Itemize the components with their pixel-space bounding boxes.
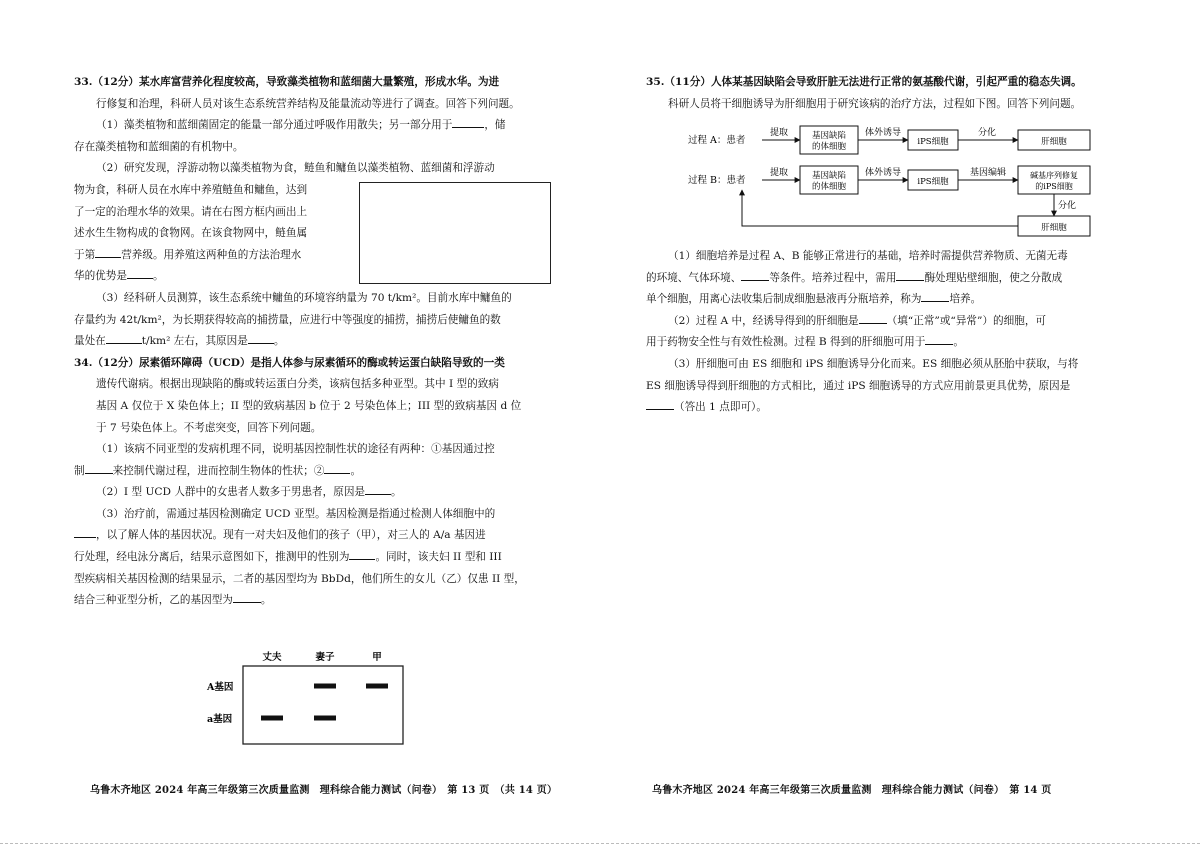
answer-blank[interactable] — [365, 482, 391, 495]
svg-text:基因缺陷: 基因缺陷 — [811, 131, 847, 141]
svg-text:体外诱导: 体外诱导 — [865, 168, 902, 178]
svg-text:提取: 提取 — [770, 168, 789, 178]
q35-part3: （3）肝细胞可由 ES 细胞和 iPS 细胞诱导分化而来。ES 细胞必须从胚胎中获取，与将 — [668, 357, 1079, 370]
svg-text:分化: 分化 — [1058, 201, 1077, 211]
footer-page-13: 乌鲁木齐地区 2024 年高三年级第三次质量监测 理科综合能力测试（问卷） 第 13 页 （共 14 页） — [90, 785, 558, 796]
answer-blank[interactable] — [248, 331, 274, 344]
q35-parts: （1）细胞培养是过程 A、B 能够正常进行的基础，培养时需提供营养物质、无菌无毒 的环境、气体环境、 等条件。培养过程中，需用 酶处理贴壁细胞，使之分散成 单个细胞，用离心法收集后制成细胞悬液再分瓶培养，称为 培养。 （2）过程 A 中，经诱导得到的肝细胞是 （填“正常”或“异常”）的细胞，可 用于药物安全性与有效性检测。过程 B 得到的肝细胞可用于 。 （3）肝细胞可由 ES 细胞和 iPS 细胞诱导分化而来。ES 细胞必须从胚胎中获取，与将 ES 细胞诱导得到肝细胞的方式相比，通过 iPS 细胞诱导的方式应用前景更具优势，原因是 （答出 1 点即可）。 — [646, 246, 1122, 419]
gel-band — [314, 716, 336, 721]
right-page: 35.（11分）人体某基因缺陷会导致肝脏无法进行正常的氨基酸代谢，引起严重的稳态失调。 科研人员将干细胞诱导为肝细胞用于研究该病的治疗方法，过程如下图。回答下列问题。 — [646, 72, 1122, 115]
answer-blank[interactable] — [85, 461, 113, 474]
q34-part3: （3）治疗前，需通过基因检测确定 UCD 亚型。基因检测是指通过检测人体细胞中的 — [96, 507, 496, 520]
q34-stem: 34.（12分）尿素循环障碍（UCD）是指人体参与尿素循环的酶或转运蛋白缺陷导致的一类 — [74, 356, 505, 369]
answer-blank[interactable] — [324, 461, 350, 474]
gel-band — [261, 716, 283, 721]
answer-blank[interactable] — [452, 115, 484, 128]
process-a-label: 过程 A：患者 — [688, 135, 746, 146]
answer-blank[interactable] — [741, 268, 769, 281]
gel-column-label: 甲 — [372, 652, 382, 663]
q33-part3: （3）经科研人员测算，该生态系统中鳙鱼的环境容纳量为 70 t/km²。目前水库中鳙鱼的 — [96, 291, 512, 304]
ips-process-flowchart — [680, 122, 1100, 242]
svg-text:提取: 提取 — [770, 128, 789, 138]
q34-part1: （1）该病不同亚型的发病机理不同，说明基因控制性状的途径有两种：①基因通过控 — [96, 443, 495, 456]
answer-blank[interactable] — [74, 525, 96, 538]
svg-text:基因缺陷: 基因缺陷 — [811, 171, 847, 181]
food-web-drawing-box[interactable] — [359, 182, 551, 284]
svg-text:体外诱导: 体外诱导 — [865, 128, 902, 138]
answer-blank[interactable] — [95, 245, 121, 258]
gel-column-label: 丈夫 — [262, 652, 282, 663]
process-b-label: 过程 B：患者 — [688, 175, 746, 186]
gel-band — [366, 684, 388, 689]
svg-text:iPS细胞: iPS细胞 — [917, 137, 949, 147]
answer-blank[interactable] — [925, 332, 953, 345]
answer-blank[interactable] — [127, 266, 153, 279]
bottom-divider — [0, 843, 1200, 844]
svg-text:碱基序列修复: 碱基序列修复 — [1030, 171, 1078, 180]
answer-blank[interactable] — [896, 268, 924, 281]
q33-part1: （1）藻类植物和蓝细菌固定的能量一部分通过呼吸作用散失；另一部分用于 ，储 — [74, 115, 556, 137]
svg-text:的体细胞: 的体细胞 — [811, 142, 847, 152]
answer-blank[interactable] — [106, 331, 142, 344]
gel-band — [314, 684, 336, 689]
answer-blank[interactable] — [349, 547, 375, 560]
gel-column-label: 妻子 — [315, 652, 335, 663]
svg-text:肝细胞: 肝细胞 — [1041, 137, 1067, 147]
svg-text:的体细胞: 的体细胞 — [811, 182, 847, 192]
gel-row-label: A基因 — [207, 682, 234, 693]
gel-row-label: a基因 — [207, 714, 233, 725]
q33-stem: 33.（12分）某水库富营养化程度较高，导致藻类植物和蓝细菌大量繁殖，形成水华。为进 — [74, 76, 500, 88]
svg-text:肝细胞: 肝细胞 — [1041, 223, 1067, 233]
q35-stem: 35.（11分）人体某基因缺陷会导致肝脏无法进行正常的氨基酸代谢，引起严重的稳态失调。 — [646, 76, 1082, 88]
left-page: 33.（12分）某水库富营养化程度较高，导致藻类植物和蓝细菌大量繁殖，形成水华。为进 行修复和治理，科研人员对该生态系统营养结构及能量流动等进行了调查。回答下列问题。 （1）藻类植物和蓝细菌固定的能量一部分通过呼吸作用散失；另一部分用于 ，储 存在藻类植物和蓝细菌的有机物中。 （2）研究发现，浮游动物以藻类植物为食，鲢鱼和鳙鱼以藻类植物、蓝细菌和浮游动 物为食，科研人员在水库中养殖鲢鱼和鳙鱼，达到 了一定的治理水华的效果。请在右图方框内画出上 述水生生物构成的食物网。在该食物网中，鲢鱼属 于第 营养级。用养殖这两种鱼的方法治理水 华的优势是 。 （3）经科研人员测算，该生态系统中鳙鱼的环境容纳量为 70 t/km²。目前水库中鳙鱼的 存量约为 42t/km²，为长期获得较高的捕捞量，应进行中等强度的捕捞，捕捞后使鳙鱼的数 量处在 t/km² 左右，其原因是 。 34.（12分）尿素循环障碍（UCD）是指人体参与尿素循环的酶或转运蛋白缺陷导致的一类 遗传代谢病。根据出现缺陷的酶或转运蛋白分类，该病包括多种亚型。其中 I 型的致病 基因 A 仅位于 X 染色体上；II 型的致病基因 b 位于 2 号染色体上；III 型的致病基因 d 位 于 7 号染色体上。不考虑突变，回答下列问题。 （1）该病不同亚型的发病机理不同，说明基因控制性状的途径有两种：①基因通过控 制 来控制代谢过程，进而控制生物体的性状；② 。 （2）I 型 UCD 人群中的女患者人数多于男患者，原因是 。 （3）治疗前，需通过基因检测确定 UCD 亚型。基因检测是指通过检测人体细胞中的 ，以了解人体的基因状况。现有一对夫妇及他们的孩子（甲），对三人的 A/a 基因进 行处理，经电泳分离后，结果示意图如下，推测甲的性别为 。同时，该夫妇 II 型和 III 型疾病相关基因检测的结果显示，二者的基因型均为 BbDd，他们所生的女儿（乙）仅患 II 型， 结合三种亚型分析，乙的基因型为 。 — [74, 72, 556, 612]
gel-frame — [243, 666, 403, 744]
footer-page-14: 乌鲁木齐地区 2024 年高三年级第三次质量监测 理科综合能力测试（问卷） 第 14 页 — [652, 785, 1052, 796]
answer-blank[interactable] — [921, 289, 949, 302]
svg-text:的iPS细胞: 的iPS细胞 — [1035, 182, 1073, 191]
gel-electrophoresis-figure — [195, 648, 415, 748]
svg-text:基因编辑: 基因编辑 — [970, 168, 1007, 178]
q35-part1: （1）细胞培养是过程 A、B 能够正常进行的基础，培养时需提供营养物质、无菌无毒 — [668, 250, 1068, 262]
svg-text:iPS细胞: iPS细胞 — [917, 177, 949, 187]
gel-bands — [261, 684, 388, 721]
answer-blank[interactable] — [233, 590, 261, 603]
answer-blank[interactable] — [859, 311, 887, 324]
svg-text:分化: 分化 — [978, 128, 997, 138]
q35-part2: （2）过程 A 中，经诱导得到的肝细胞是 （填“正常”或“异常”）的细胞，可 — [646, 311, 1122, 333]
q33-part2: （2）研究发现，浮游动物以藻类植物为食，鲢鱼和鳙鱼以藻类植物、蓝细菌和浮游动 — [96, 162, 495, 175]
answer-blank[interactable] — [646, 397, 674, 410]
q34-part2: （2）I 型 UCD 人群中的女患者人数多于男患者，原因是 。 — [74, 482, 556, 504]
